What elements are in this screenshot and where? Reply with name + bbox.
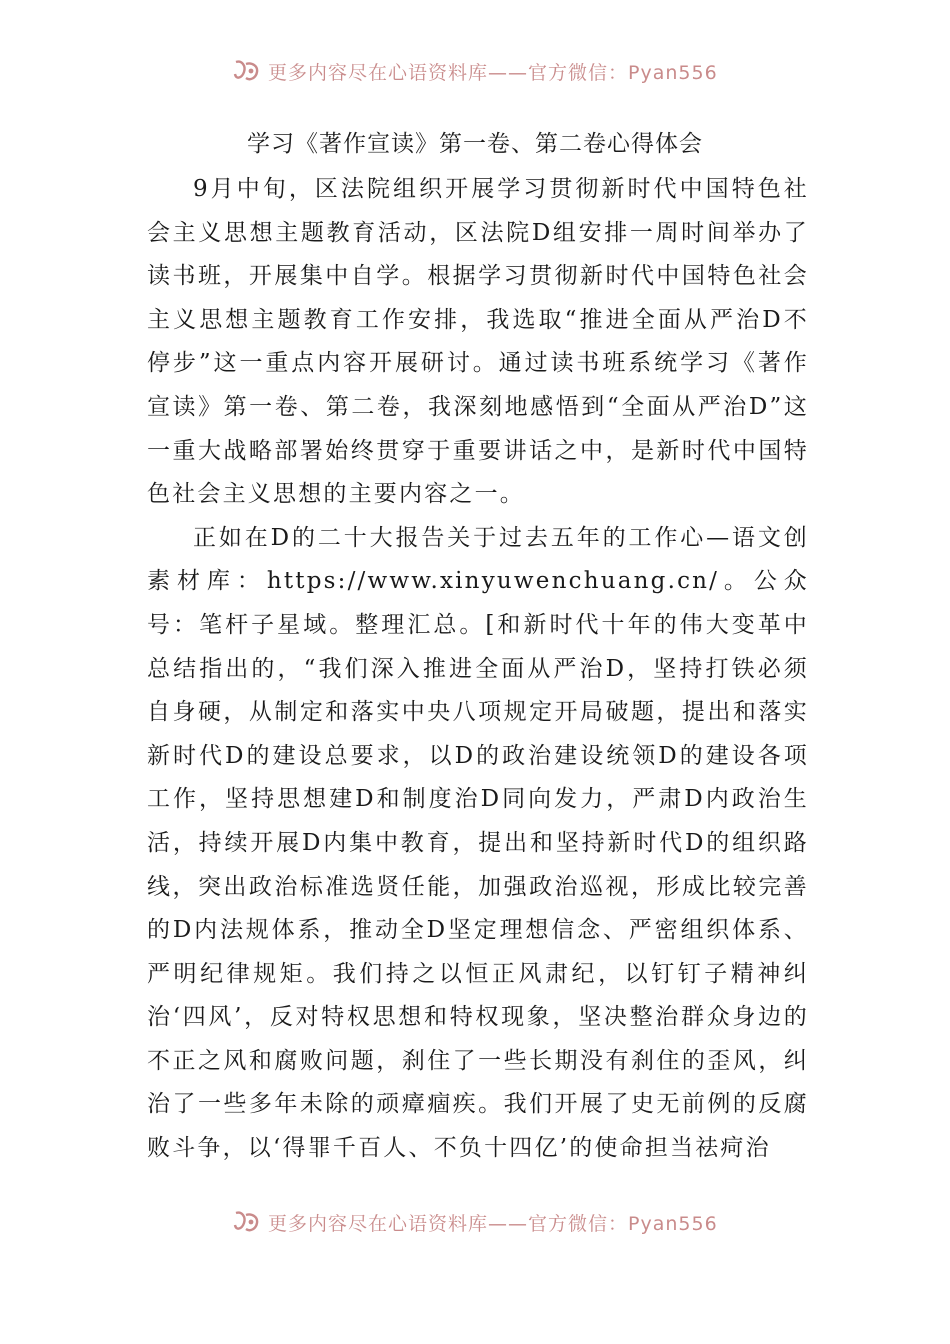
document-body	[147, 168, 809, 1171]
watermark-text: 更多内容尽在心语资料库——官方微信：Pyan556	[268, 61, 718, 84]
document-title: 学习《著作宣读》第一卷、第二卷心得体会	[247, 131, 703, 157]
watermark-footer	[232, 1206, 732, 1238]
paragraph: 9月中旬，区法院组织开展学习贯彻新时代中国特色社会主义思想主题教育活动，区法院D组安排一周时间举办了读书班，开展集中自学。根据学习贯彻新时代中国特色社会主义思想主题教育工作安排，我选取“推进全面从严治D不停步”这一重点内容开展研讨。通过读书班系统学习《著作宣读》第一卷、第二卷，我深刻地感悟到“全面从严治D”这一重大战略部署始终贯穿于重要讲话之中，是新时代中国特色社会主义思想的主要内容之一。	[147, 176, 809, 508]
paragraph: 正如在D的二十大报告关于过去五年的工作心—语文创素材库：https://www.xinyuwenchuang.cn/。公众号：笔杆子星域。整理汇总。[和新时代十年的伟大变革中总结指出的，“我们深入推进全面从严治D，坚持打铁必须自身硬，从制定和落实中央八项规定开局破题，提出和落实新时代D的建设总要求，以D的政治建设统领D的建设各项工作，坚持思想建D和制度治D同向发力，严肃D内政治生活，持续开展D内集中教育，提出和坚持新时代D的组织路线，突出政治标准选贤任能，加强政治巡视，形成比较完善的D内法规体系，推动全D坚定理想信念、严密组织体系、严明纪律规矩。我们持之以恒正风肃纪，以钉钉子精神纠治‘四风’，反对特权思想和特权现象，坚决整治群众身边的不正之风和腐败问题，刹住了一些长期没有刹住的歪风，纠治了一些多年未除的顽瘴痼疾。我们开展了史无前例的反腐败斗争，以‘得罪千百人、不负十四亿’的使命担当祛疴治	[147, 524, 809, 1162]
watermark-header	[232, 55, 732, 87]
watermark-logo-icon	[232, 58, 262, 84]
watermark-logo-icon	[232, 1209, 262, 1235]
watermark-text: 更多内容尽在心语资料库——官方微信：Pyan556	[268, 1212, 718, 1235]
